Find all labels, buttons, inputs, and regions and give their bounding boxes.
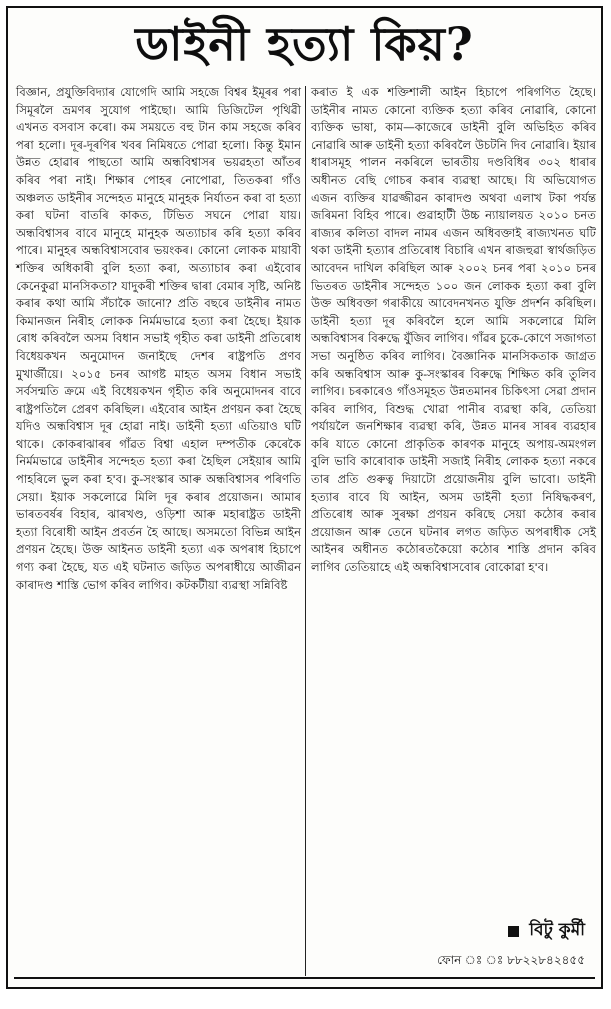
author-name: বিটু কুৰ্মী [529, 920, 585, 940]
article-page [6, 6, 603, 989]
article-column-left [16, 84, 301, 972]
article-body-right: কৰাত ই এক শক্তিশালী আইন হিচাপে পৰিগণিত হৈছে। ডাইনীৰ নামত কোনো ব্যক্তিক হত্যা কৰিব নোৱাৰি, কোনো ব্যক্তিক ভাষা, কাম—কাজেৰে ডাইনী বুলি অভিহিত কৰিব নোৱাৰি আৰু ডাইনী হত্যা কৰিবলৈ উচটনি দিব নোৱাৰি। ইয়াৰ ধাৰাসমূহ পালন নকৰিলে ভাৰতীয় দণ্ডবিধিৰ ৩০২ ধাৰাৰ অধীনত বেছি গোচৰ কৰাৰ ব্যৱস্থা আছে। যি অভিযোগত এজন ব্যক্তিৰ যাৱজ্জীৱন কাৰাদণ্ড অথবা এলাখ টকা পৰ্যন্ত জৰিমনা বিহিব পাৰে। গুৱাহাটী উচ্চ ন্যায়ালয়ত ২০১০ চনত ৰাজ্যৰ কলিতা বাদল নামৰ এজন অধিবক্তাই ৰাজ্যখনত ঘটি থকা ডাইনী হত্যাৰ প্ৰতিৰোধ বিচাৰি এখন ৰাজহুৱা স্বাৰ্থজড়িত আবেদন দাখিল কৰিছিল আৰু ২০০২ চনৰ পৰা ২০১০ চনৰ ভিতৰত ডাইনীৰ সন্দেহত ১০০ জন লোকক হত্যা কৰা বুলি উক্ত অধিবক্তা গৰাকীয়ে আবেদনখনত যুক্তি প্ৰদৰ্শন কৰিছিল। ডাইনী হত্যা দূৰ কৰিবলৈ হলে আমি সকলোৱে মিলি অন্ধবিশ্বাসৰ বিৰুদ্ধে যুঁজিব লাগিব। গাঁৱৰ চুকে-কোণে সজাগতা সভা অনুষ্ঠিত কৰিব লাগিব। বৈজ্ঞানিক মানসিকতাক জাগ্ৰত কৰি অন্ধবিশ্বাস আৰু কু-সংস্কাৰৰ বিৰুদ্ধে শিক্ষিত কৰি তুলিব লাগিব। চৰকাৰেও গাঁওসমূহত উন্নতমানৰ চিকিৎসা সেৱা প্ৰদান কৰিব লাগিব, বিশুদ্ধ খোৱা পানীৰ ব্যৱস্থা কৰি, তেতিয়া পৰ্যায়লৈ জনশিক্ষাৰ ব্যৱস্থা কৰি, উন্নত মানৰ সাৰৰ ব্যৱহাৰ কৰি যাতে কোনো প্ৰাকৃতিক কাৰণক মানুহে অপায়-অমংগল বুলি ভাবি কাৰোবাক ডাইনী সজাই নিৰীহ লোকক হত্যা নকৰে তাৰ প্ৰতি গুৰুত্ব দিয়াটো প্ৰয়োজনীয় বুলি ভাবো। ডাইনী হত্যাৰ বাবে যি আইন, অসম ডাইনী হত্যা নিষিদ্ধকৰণ, প্ৰতিৰোধ আৰু সুৰক্ষা প্ৰণয়ন কৰিছে সেয়া কঠোৰ কৰাৰ প্ৰয়োজন আৰু তেনে ঘটনাৰ লগত জড়িত অপৰাধীক সেই আইনৰ অধীনত কঠোৰতকৈয়ো কঠোৰ শাস্তি প্ৰদান কৰিব লাগিব তেতিয়াহে এই অন্ধবিশ্বাসবোৰ বোকোৱা হ'ব। [311, 85, 596, 575]
bottom-rule [14, 977, 595, 979]
author-phone: ফোন ঃ ঃ ৮৮২২৮৪২৪৫৫ [437, 953, 585, 967]
article-column-right [311, 84, 596, 910]
article-title: ডাইনী হত্যা কিয়? [135, 17, 474, 71]
article-body-left: বিজ্ঞান, প্ৰযুক্তিবিদ্যাৰ যোগেদি আমি সহজে বিশ্বৰ ইমূৰৰ পৰা সিমূৰলৈ ভ্ৰমণৰ সুযোগ পাইছো। আমি ডিজিটেল পৃথিৱী এখনত বসবাস কৰো। কম সময়তে বহু টান কাম সহজে কৰিব পৰা হলো। দূৰ-দূৰণিৰ খবৰ নিমিষতে পোৱা হলো। কিন্তু ইমান উন্নত হোৱাৰ পাছতো আমি অন্ধবিশ্বাসৰ ভয়ৱহতা আঁতৰ কৰিব পৰা নাই। শিক্ষাৰ পোহৰ নোপোৱা, তিতকৰা গাঁও অঞ্চলত ডাইনীৰ সন্দেহত মানুহে মানুহক নিৰ্যাতন কৰা বা হত্যা কৰা ঘটনা বাতৰি কাকত, টিভিত সঘনে পোৱা যায়। অন্ধবিশ্বাসৰ বাবে মানুহে মানুহক অত্যাচাৰ কৰি হত্যা কৰিব পাৰে। মানুহৰ অন্ধবিশ্বাসবোৰ ভয়ংকৰ। কোনো লোকক মায়াবী শক্তিৰ অধিকাৰী বুলি হত্যা কৰা, অত্যাচাৰ কৰা এইবোৰ কেনেকুৱা মানসিকতা? যাদুকৰী শক্তিৰ দ্বাৰা বেমাৰ সৃষ্টি, অনিষ্ট কৰাৰ কথা আমি সঁচাকৈ জানো? প্ৰতি বছৰে ডাইনীৰ নামত কিমানজন নিৰীহ লোকক নিৰ্মমভাৱে হত্যা কৰা হৈছে। ইয়াক ৰোধ কৰিবলৈ অসম বিধান সভাই গৃহীত কৰা ডাইনী প্ৰতিৰোধ বিধেয়কখন অনুমোদন জনাইছে দেশৰ ৰাষ্ট্ৰপতি প্ৰণব মুখাৰ্জীয়ে। ২০১৫ চনৰ আগষ্ট মাহত অসম বিধান সভাই সৰ্বসন্মতি ক্ৰমে এই বিধেয়কখন গৃহীত কৰি অনুমোদনৰ বাবে ৰাষ্ট্ৰপতিলৈ প্ৰেৰণ কৰিছিল। এইবোৰ আইন প্ৰণয়ন কৰা হৈছে যদিও অন্ধবিশ্বাস দূৰ হোৱা নাই। ডাইনী হত্যা এতিয়াও ঘটি থাকে। কোকৰাঝাৰৰ গাঁৱত বিশ্বা এহাল দম্পতীক কেৰেকৈ নিৰ্মমভাৱে ডাইনীৰ সন্দেহত হত্যা কৰা হৈছিল সেইয়াৰ আমি পাহৰিলে ভুল কৰা হ'ব। কু-সংস্কাৰ আৰু অন্ধবিশ্বাসৰ পৰিণতি সেয়া। ইয়াক সকলোৱে মিলি দূৰ কৰাৰ প্ৰয়োজন। আমাৰ ভাৰতবৰ্ষৰ বিহাৰ, ঝাৰখণ্ড, ওড়িশা আৰু মহাৰাষ্ট্ৰত ডাইনী হত্যা বিৰোধী আইন প্ৰবৰ্তন হৈ আছে। অসমতো বিভিন্ন আইন প্ৰণয়ন হৈছে। উক্ত আইনত ডাইনী হত্যা এক অপৰাধ হিচাপে গণ্য কৰা হৈছে, যত এই ঘটনাত জড়িত অপৰাধীয়ে আজীৱন কাৰাদণ্ড শাস্তি ভোগ কৰিব লাগিব। কটকটীয়া ব্যৱস্থা সন্নিবিষ্ট [16, 85, 301, 592]
column-divider [305, 86, 306, 976]
bullet-square-icon [508, 926, 519, 937]
author-signature [508, 917, 585, 945]
